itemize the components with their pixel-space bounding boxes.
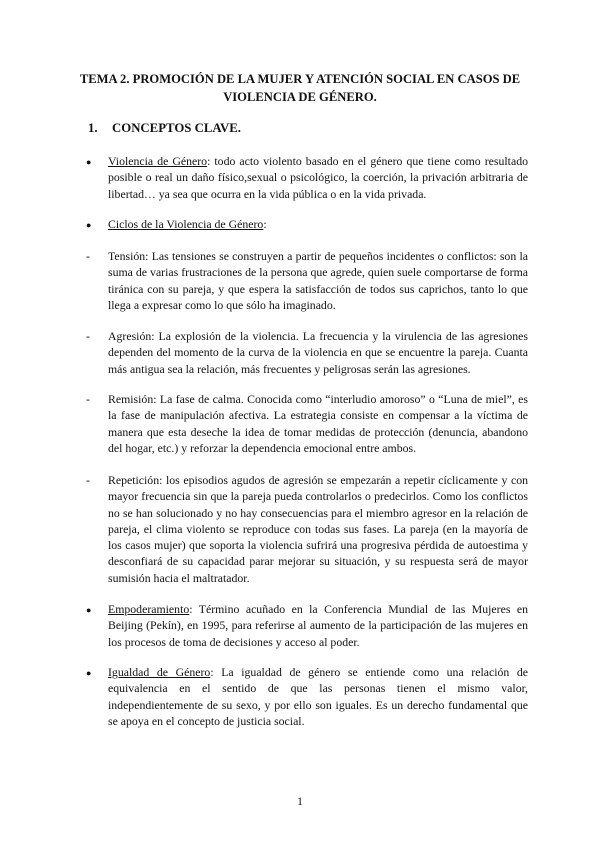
- term-separator: :: [263, 217, 267, 231]
- definition-term: Empoderamiento: [108, 602, 190, 616]
- definition-text: [108, 153, 528, 202]
- document-title: TEMA 2. PROMOCIÓN DE LA MUJER Y ATENCIÓN SOCIAL EN CASOS DE VIOLENCIA DE GÉNERO.: [79, 72, 521, 104]
- definition-term: Violencia de Género: [108, 154, 208, 168]
- definition-text: [108, 601, 528, 650]
- cycle-phase-tension: [86, 248, 528, 313]
- definition-body: todo acto violento basado en el género que tiene como resultado posible o real un daño físico,sexual o psicológico, la coerción, la privación arbitraria de libertad… ya sea que ocurra en la vida pública o en la vida privada.: [108, 154, 528, 201]
- cycle-phase-agresion: [86, 328, 528, 377]
- definition-text: [108, 216, 528, 232]
- dash-marker: -: [86, 249, 90, 263]
- bullet-icon: ●: [86, 157, 92, 167]
- term-separator: :: [189, 602, 193, 616]
- term-separator: :: [210, 665, 214, 679]
- bullet-icon: ●: [86, 668, 92, 678]
- term-separator: :: [207, 154, 211, 168]
- definition-item-ciclos: [86, 216, 528, 232]
- definition-item-violencia-de-genero: [86, 153, 528, 202]
- definition-item-igualdad-de-genero: [86, 664, 528, 729]
- definition-item-empoderamiento: [86, 601, 528, 650]
- bullet-icon: ●: [86, 605, 92, 615]
- cycle-phase-repeticion: [86, 472, 528, 586]
- definition-body: Término acuñado en la Conferencia Mundial de las Mujeres en Beijing (Pekín), en 1995, para referirse al aumento de la participación de las mujeres en los procesos de toma de decisiones y acceso al poder.: [108, 602, 528, 649]
- definition-term: Ciclos de la Violencia de Género: [108, 217, 264, 231]
- phase-text: Repetición: los episodios agudos de agresión se empezarán a repetir cíclicamente y con mayor frecuencia sin que la pareja pueda controlarlos o predecirlos. Como los conflictos no se han solucionado y no hay consecuencias para el miembro agresor en la relación de pareja, el clima violento se reproduce con todas sus fases. La pareja (en la mayoría de los casos mujer) que soporta la violencia sufrirá una progresiva pérdida de autoestima y desconfiará de su capacidad parar mejorar su situación, y su respuesta será de mayor sumisión hacia el maltratador.: [108, 473, 528, 585]
- phase-text: Agresión: La explosión de la violencia. La frecuencia y la virulencia de las agresiones dependen del momento de la curva de la violencia en que se encuentre la pareja. Cuanta más antigua sea la relación, más frecuentes y peligrosas serán las agresiones.: [108, 329, 528, 376]
- phase-text: Tensión: Las tensiones se construyen a partir de pequeños incidentes o conflictos: son la suma de varias frustraciones de la persona que agrede, quien suele comportarse de forma tiránica con su pareja, y que espera la satisfacción de todos sus caprichos, tanto lo que llega a expresar como lo que sólo ha imaginado.: [108, 249, 528, 312]
- definition-text: [108, 664, 528, 729]
- dash-marker: -: [86, 329, 90, 343]
- section-number: 1.: [88, 121, 98, 135]
- definition-term: Igualdad de Género: [108, 665, 211, 679]
- dash-marker: -: [86, 473, 90, 487]
- bullet-icon: ●: [86, 220, 92, 230]
- dash-marker: -: [86, 392, 90, 406]
- definition-body: La igualdad de género se entiende como una relación de equivalencia en el sentido de que las personas tienen el mismo valor, independientemente de su sexo, y por ello son iguales. Es un derecho fundamental que se apoya en el concepto de justicia social.: [108, 665, 529, 728]
- phase-text: Remisión: La fase de calma. Conocida como “interludio amoroso” o “Luna de miel”, es la fase de manipulación afectiva. La estrategia consiste en compensar a la víctima de manera que esta deseche la idea de tomar medidas de protección (denuncia, abandono del hogar, etc.) y reforzar la dependencia emocional entre ambos.: [108, 392, 528, 455]
- cycle-phase-remision: [86, 391, 528, 456]
- page-number: 1: [297, 796, 303, 808]
- section-title: CONCEPTOS CLAVE.: [112, 121, 241, 135]
